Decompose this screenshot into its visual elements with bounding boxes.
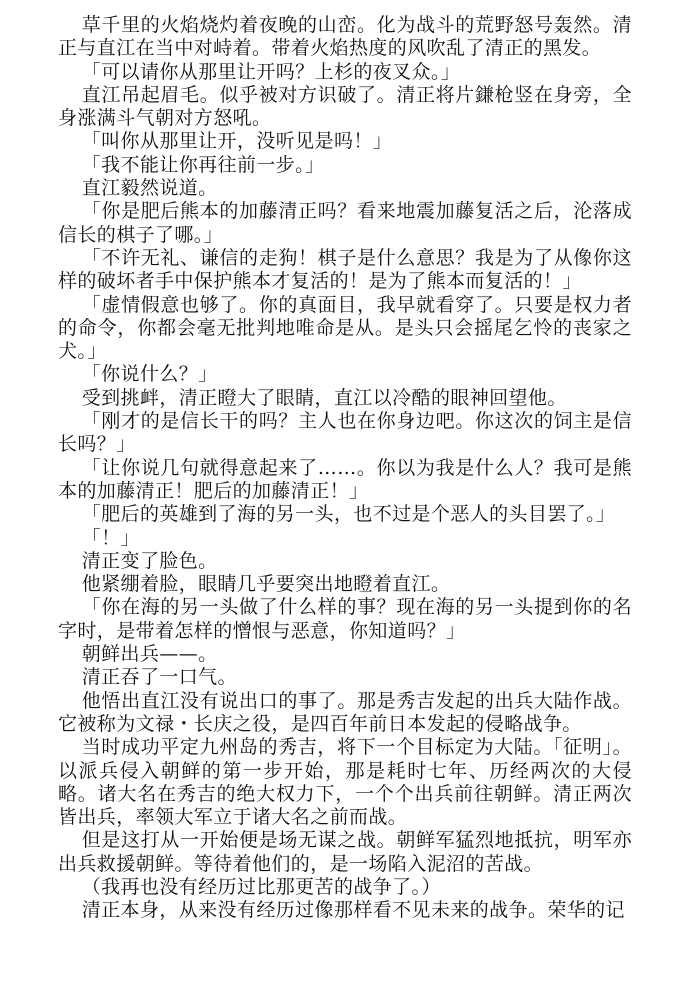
paragraph: 当时成功平定九州岛的秀吉，将下一个目标定为大陆。「征明」。以派兵侵入朝鲜的第一步开始，那是耗时七年、历经两次的大侵略。诸大名在秀吉的绝大权力下，一个个出兵前往朝鲜。清正两次皆出兵，率领大军立于诸大名之前而战。	[58, 736, 632, 829]
paragraph: 「叫你从那里让开，没听见是吗！」	[81, 130, 393, 153]
paragraph: 「让你说几句就得意起来了……。你以为我是什么人？我可是熊本的加藤清正！肥后的加藤清正！」	[58, 456, 632, 502]
paragraph: 但是这打从一开始便是场无谋之战。朝鲜军猛烈地抵抗，明军亦出兵救援朝鲜。等待着他们的，是一场陷入泥沼的苦战。	[58, 829, 632, 875]
paragraph: 「你在海的另一头做了什么样的事？现在海的另一头提到你的名字时，是带着怎样的憎恨与恶意，你知道吗？」	[58, 596, 632, 642]
paragraph: 「肥后的英雄到了海的另一头，也不过是个恶人的头目罢了。」	[81, 503, 616, 526]
paragraph: 他悟出直江没有说出口的事了。那是秀吉发起的出兵大陆作战。它被称为文禄・长庆之役，是四百年前日本发起的侵略战争。	[58, 689, 632, 735]
paragraph: 直江毅然说道。	[81, 177, 218, 200]
paragraph: 「你说什么？」	[81, 363, 218, 386]
paragraph: 「不许无礼、谦信的走狗！棋子是什么意思？我是为了从像你这样的破坏者手中保护熊本才复活的！是为了熊本而复活的！」	[58, 246, 632, 293]
paragraph: （我再也没有经历过比那更苦的战争了。）	[81, 875, 441, 898]
paragraph: 他紧绷着脸，眼睛几乎要突出地瞪着直江。	[81, 573, 451, 596]
paragraph: 「可以请你从那里让开吗？上杉的夜叉众。」	[81, 60, 461, 83]
paragraph: 朝鲜出兵——。	[81, 643, 218, 666]
paragraph: 「刚才的是信长干的吗？主人也在你身边吧。你这次的饲主是信长吗？」	[58, 410, 632, 456]
paragraph: 「！」	[81, 526, 140, 549]
paragraph: 「虚情假意也够了。你的真面目，我早就看穿了。只要是权力者的命令，你都会毫无批判地唯命是从。是头只会摇尾乞怜的丧家之犬。」	[58, 293, 632, 363]
paragraph: 草千里的火焰烧灼着夜晚的山峦。化为战斗的荒野怒号轰然。清正与直江在当中对峙着。带着火焰热度的风吹乱了清正的黑发。	[58, 14, 632, 60]
paragraph: 清正变了脸色。	[81, 549, 218, 572]
paragraph: 「你是肥后熊本的加藤清正吗？看来地震加藤复活之后，沦落成信长的棋子了哪。」	[58, 200, 632, 246]
paragraph: 清正本身，从来没有经历过像那样看不见未来的战争。荣华的记	[81, 899, 625, 922]
paragraph: 受到挑衅，清正瞪大了眼睛，直江以冷酷的眼神回望他。	[81, 386, 567, 409]
paragraph: 直江吊起眉毛。似乎被对方识破了。清正将片鎌枪竖在身旁，全身涨满斗气朝对方怒吼。	[58, 83, 632, 130]
novel-page	[58, 14, 632, 923]
paragraph: 清正吞了一口气。	[81, 666, 237, 689]
paragraph: 「我不能让你再往前一步。」	[81, 153, 325, 176]
